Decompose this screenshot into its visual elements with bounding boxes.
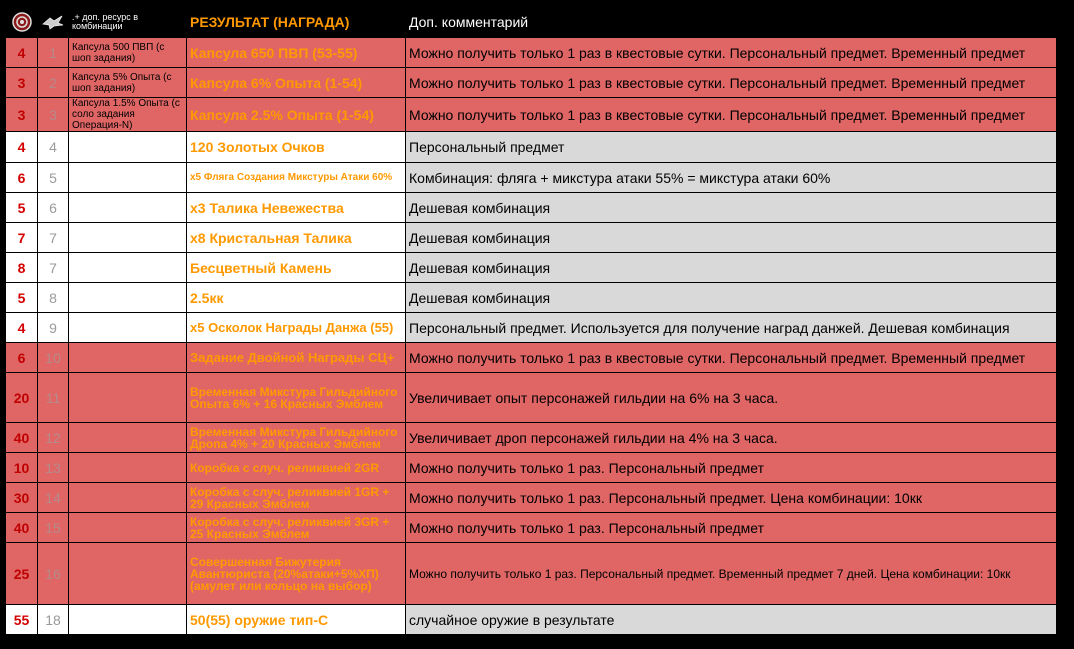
- table-row: [6, 253, 1057, 283]
- resource-cell: [69, 513, 187, 543]
- index-cell: 16: [38, 543, 69, 605]
- comment-cell: Персональный предмет. Используется для получение наград данжей. Дешевая комбинация: [406, 313, 1057, 343]
- coin-icon-cell: [6, 7, 38, 38]
- cost-cell: 25: [6, 543, 38, 605]
- index-cell: 1: [38, 38, 69, 68]
- index-cell: 7: [38, 253, 69, 283]
- comment-cell: Можно получить только 1 раз. Персональный предмет: [406, 453, 1057, 483]
- table-row: [6, 423, 1057, 453]
- cost-cell: 40: [6, 423, 38, 453]
- cost-cell: 6: [6, 163, 38, 193]
- comment-header: Доп. комментарий: [406, 7, 1057, 38]
- comment-cell: Дешевая комбинация: [406, 193, 1057, 223]
- coin-icon: [12, 12, 32, 32]
- cost-cell: 55: [6, 605, 38, 635]
- index-cell: 2: [38, 68, 69, 98]
- comment-cell: Дешевая комбинация: [406, 223, 1057, 253]
- index-cell: 7: [38, 223, 69, 253]
- header-row: [6, 7, 1057, 38]
- reward-cell: Временная Микстура Гильдийного Дропа 4% + 20 Красных Эмблем: [187, 423, 406, 453]
- cost-cell: 40: [6, 513, 38, 543]
- cost-cell: 30: [6, 483, 38, 513]
- reward-cell: Совершенная Бижутерия Авантюриста (20%атаки+5%ХП)(амулет или кольцо на выбор): [187, 543, 406, 605]
- reward-cell: x8 Кристальная Талика: [187, 223, 406, 253]
- comment-cell: случайное оружие в результате: [406, 605, 1057, 635]
- index-cell: 6: [38, 193, 69, 223]
- resource-cell: [69, 313, 187, 343]
- comment-cell: Можно получить только 1 раз. Персональный предмет. Временный предмет 7 дней. Цена комбинации: 10кк: [406, 543, 1057, 605]
- index-cell: 13: [38, 453, 69, 483]
- reward-cell: Задание Двойной Награды СЦ+: [187, 343, 406, 373]
- resource-cell: [69, 373, 187, 423]
- reward-cell: Капсула 650 ПВП (53-55): [187, 38, 406, 68]
- index-cell: 11: [38, 373, 69, 423]
- comment-cell: Увеличивает дроп персонажей гильдии на 4% на 3 часа.: [406, 423, 1057, 453]
- index-cell: 10: [38, 343, 69, 373]
- table-row: [6, 343, 1057, 373]
- cost-cell: 8: [6, 253, 38, 283]
- resource-header: .+ доп. ресурс в комбинации: [69, 7, 187, 38]
- cost-cell: 5: [6, 283, 38, 313]
- reward-cell: Бесцветный Камень: [187, 253, 406, 283]
- resource-cell: [69, 193, 187, 223]
- comment-cell: Можно получить только 1 раз в квестовые сутки. Персональный предмет. Временный предмет: [406, 38, 1057, 68]
- table-row: [6, 483, 1057, 513]
- comment-cell: Дешевая комбинация: [406, 283, 1057, 313]
- table-row: [6, 543, 1057, 605]
- index-cell: 5: [38, 163, 69, 193]
- bird-icon: [42, 14, 64, 30]
- index-cell: 9: [38, 313, 69, 343]
- reward-cell: Коробка с случ. реликвией 3GR + 25 Красных Эмблем: [187, 513, 406, 543]
- table-row: [6, 38, 1057, 68]
- resource-cell: [69, 453, 187, 483]
- index-cell: 15: [38, 513, 69, 543]
- resource-cell: [69, 132, 187, 163]
- cost-cell: 5: [6, 193, 38, 223]
- table-row: [6, 313, 1057, 343]
- cost-cell: 4: [6, 132, 38, 163]
- cost-cell: 4: [6, 313, 38, 343]
- cost-cell: 10: [6, 453, 38, 483]
- table-row: [6, 373, 1057, 423]
- resource-cell: [69, 283, 187, 313]
- reward-cell: Капсула 2.5% Опыта (1-54): [187, 98, 406, 132]
- index-cell: 18: [38, 605, 69, 635]
- reward-cell: 50(55) оружие тип-С: [187, 605, 406, 635]
- comment-cell: Комбинация: фляга + микстура атаки 55% = микстура атаки 60%: [406, 163, 1057, 193]
- resource-cell: [69, 423, 187, 453]
- comment-cell: Можно получить только 1 раз в квестовые сутки. Персональный предмет. Временный предмет: [406, 98, 1057, 132]
- bird-icon-cell: [38, 7, 69, 38]
- resource-cell: Капсула 500 ПВП (с шоп задания): [69, 38, 187, 68]
- comment-cell: Персональный предмет: [406, 132, 1057, 163]
- reward-cell: x5 Фляга Создания Микстуры Атаки 60%: [187, 163, 406, 193]
- table-row: [6, 163, 1057, 193]
- table-row: [6, 605, 1057, 635]
- table-row: [6, 513, 1057, 543]
- comment-cell: Дешевая комбинация: [406, 253, 1057, 283]
- table-row: [6, 68, 1057, 98]
- resource-cell: [69, 343, 187, 373]
- reward-cell: 2.5кк: [187, 283, 406, 313]
- resource-cell: [69, 223, 187, 253]
- index-cell: 3: [38, 98, 69, 132]
- comment-cell: Можно получить только 1 раз в квестовые сутки. Персональный предмет. Временный предмет: [406, 343, 1057, 373]
- table-row: [6, 98, 1057, 132]
- index-cell: 4: [38, 132, 69, 163]
- resource-cell: [69, 483, 187, 513]
- table-row: [6, 283, 1057, 313]
- cost-cell: 3: [6, 68, 38, 98]
- reward-cell: Капсула 6% Опыта (1-54): [187, 68, 406, 98]
- reward-header: РЕЗУЛЬТАТ (НАГРАДА): [187, 7, 406, 38]
- resource-cell: [69, 605, 187, 635]
- resource-cell: [69, 163, 187, 193]
- comment-cell: Увеличивает опыт персонажей гильдии на 6% на 3 часа.: [406, 373, 1057, 423]
- cost-cell: 4: [6, 38, 38, 68]
- comment-cell: Можно получить только 1 раз в квестовые сутки. Персональный предмет. Временный предмет: [406, 68, 1057, 98]
- resource-cell: Капсула 1.5% Опыта (с соло задания Операция-N): [69, 98, 187, 132]
- comment-cell: Можно получить только 1 раз. Персональный предмет: [406, 513, 1057, 543]
- table-row: [6, 193, 1057, 223]
- index-cell: 8: [38, 283, 69, 313]
- index-cell: 12: [38, 423, 69, 453]
- reward-cell: 120 Золотых Очков: [187, 132, 406, 163]
- cost-cell: 6: [6, 343, 38, 373]
- table-row: [6, 223, 1057, 253]
- comment-cell: Можно получить только 1 раз. Персональный предмет. Цена комбинации: 10кк: [406, 483, 1057, 513]
- index-cell: 14: [38, 483, 69, 513]
- reward-cell: x3 Талика Невежества: [187, 193, 406, 223]
- resource-cell: [69, 253, 187, 283]
- combination-table: [5, 6, 1057, 635]
- resource-cell: Капсула 5% Опыта (с шоп задания): [69, 68, 187, 98]
- reward-cell: Коробка с случ. реликвией 2GR: [187, 453, 406, 483]
- cost-cell: 7: [6, 223, 38, 253]
- table-row: [6, 453, 1057, 483]
- reward-cell: x5 Осколок Награды Данжа (55): [187, 313, 406, 343]
- table-row: [6, 132, 1057, 163]
- reward-cell: Коробка с случ. реликвией 1GR + 29 Красных Эмблем: [187, 483, 406, 513]
- reward-cell: Временная Микстура Гильдийного Опыта 6% + 16 Красных Эмблем: [187, 373, 406, 423]
- cost-cell: 3: [6, 98, 38, 132]
- cost-cell: 20: [6, 373, 38, 423]
- resource-cell: [69, 543, 187, 605]
